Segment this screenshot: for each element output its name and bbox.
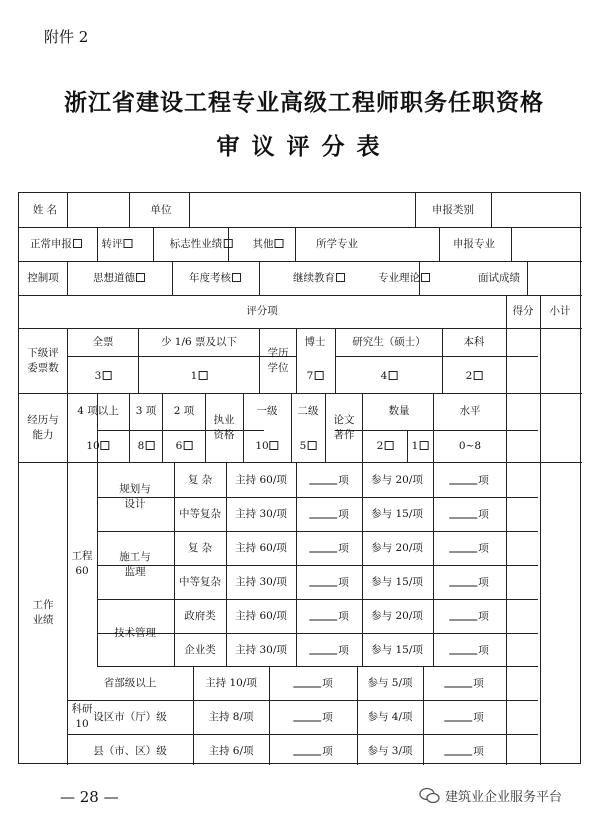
table-rule — [97, 531, 538, 532]
table-rule — [138, 328, 139, 393]
checkbox[interactable] — [419, 441, 428, 450]
cell-row2-major_studied: 所学专业 — [316, 238, 358, 250]
cell-row4-items: 评分项 — [246, 305, 278, 317]
cell-degree-phd: 博士 — [304, 336, 326, 348]
cell-degree-master_score: 4 — [381, 370, 398, 382]
cell-work-construction: 施工与 监理 — [119, 551, 151, 578]
cell-work-medium: 中等复杂 — [179, 576, 221, 588]
cell-work-item: 项 — [449, 576, 489, 589]
table-rule — [97, 565, 538, 566]
cell-work-item: 项 — [293, 711, 333, 724]
table-rule — [362, 462, 363, 666]
blank-line[interactable] — [444, 745, 472, 756]
table-rule — [19, 295, 582, 296]
cell-row3-ideology: 思想道德 — [93, 272, 145, 284]
blank-line[interactable] — [449, 474, 477, 485]
cell-work-ent: 企业类 — [184, 644, 216, 656]
cell-experience-four: 4 项以上 — [77, 405, 119, 417]
cell-work-county: 县（市、区）级 — [93, 745, 167, 757]
table-rule — [259, 328, 260, 393]
cell-work-host8: 主持 8/项 — [208, 711, 254, 723]
cell-experience-label: 经历与 能力 — [27, 414, 59, 441]
table-rule — [423, 666, 424, 765]
cell-work-item: 项 — [444, 711, 484, 724]
cell-work-host30: 主持 30/项 — [235, 508, 287, 520]
cell-work-item: 项 — [293, 745, 333, 758]
cell-row1-apply_type: 申报类别 — [432, 204, 474, 216]
blank-line[interactable] — [293, 745, 321, 756]
cell-work-host60: 主持 60/项 — [235, 610, 287, 622]
table-rule — [226, 462, 227, 666]
blank-line[interactable] — [444, 677, 472, 688]
cell-work-item: 项 — [309, 474, 349, 487]
cell-work-research: 科研 10 — [71, 703, 93, 730]
table-rule — [129, 393, 130, 462]
cell-degree-bachelor_score: 2 — [466, 370, 483, 382]
table-rule — [67, 261, 68, 295]
cell-work-part3: 参与 3/项 — [367, 745, 413, 757]
cell-row2-iconic: 标志性业绩 — [170, 238, 233, 250]
document-subtitle: 审议评分表 — [216, 133, 392, 160]
cell-work-planning: 规划与 设计 — [119, 483, 151, 510]
cell-work-prov: 省部级以上 — [103, 677, 157, 689]
table-rule — [97, 497, 538, 498]
checkbox[interactable] — [223, 239, 232, 248]
checkbox[interactable] — [73, 239, 82, 248]
cell-paper-s2: 2 — [377, 440, 394, 452]
table-rule — [129, 193, 130, 227]
cell-votes-all_score: 3 — [95, 370, 112, 382]
page-number: — 28 — — [60, 788, 119, 806]
table-rule — [407, 430, 408, 462]
table-rule — [162, 393, 163, 462]
table-rule — [335, 356, 538, 357]
cell-work-part4: 参与 4/项 — [367, 711, 413, 723]
cell-degree-phd_score: 7 — [307, 370, 324, 382]
cell-work-item: 项 — [449, 508, 489, 521]
table-rule — [296, 462, 297, 666]
blank-line[interactable] — [449, 542, 477, 553]
blank-line[interactable] — [309, 644, 337, 655]
cell-work-item: 项 — [293, 677, 333, 690]
table-rule — [97, 430, 264, 431]
cell-work-item: 项 — [309, 610, 349, 623]
cell-paper-s1: 1 — [412, 440, 429, 452]
blank-line[interactable] — [309, 474, 337, 485]
cell-work-item: 项 — [449, 610, 489, 623]
table-rule — [193, 666, 194, 765]
cell-work-gov: 政府类 — [184, 610, 216, 622]
cell-row1-name: 姓 名 — [32, 204, 58, 216]
table-rule — [433, 393, 434, 462]
checkbox[interactable] — [384, 441, 393, 450]
blank-line[interactable] — [444, 711, 472, 722]
table-rule — [19, 261, 582, 262]
table-rule — [19, 328, 582, 329]
table-rule — [491, 193, 492, 227]
blank-line[interactable] — [449, 576, 477, 587]
cell-paper-label: 论文 著作 — [333, 414, 355, 441]
cell-work-engineering: 工程 60 — [71, 550, 93, 577]
checkbox[interactable] — [101, 441, 110, 450]
table-rule — [19, 393, 582, 394]
cell-work-host60: 主持 60/项 — [235, 474, 287, 486]
cell-work-item: 项 — [309, 576, 349, 589]
blank-line[interactable] — [293, 677, 321, 688]
table-rule — [362, 393, 363, 462]
cell-work-item: 项 — [449, 644, 489, 657]
cell-work-city: 设区市（厅）级 — [93, 711, 167, 723]
cell-license-level1: 一级 — [256, 405, 278, 417]
cell-row3-theory: 专业理论 — [378, 272, 430, 284]
table-rule — [540, 295, 541, 765]
blank-line[interactable] — [309, 542, 337, 553]
checkbox[interactable] — [336, 273, 345, 282]
cell-paper-count: 数量 — [388, 405, 410, 417]
cell-row3-control: 控制项 — [27, 272, 59, 284]
table-rule — [335, 328, 336, 393]
blank-line[interactable] — [449, 508, 477, 519]
cell-work-part5: 参与 5/项 — [367, 677, 413, 689]
cell-work-host6: 主持 6/项 — [208, 745, 254, 757]
checkbox[interactable] — [275, 239, 284, 248]
checkbox[interactable] — [270, 441, 279, 450]
table-rule — [291, 393, 292, 462]
brand-name: 建筑业企业服务平台 — [445, 790, 563, 805]
cell-work-part15: 参与 15/项 — [371, 576, 423, 588]
table-rule — [439, 227, 440, 261]
table-rule — [172, 261, 173, 295]
cell-work-item: 项 — [309, 644, 349, 657]
checkbox[interactable] — [421, 273, 430, 282]
table-rule — [97, 633, 538, 634]
table-rule — [97, 666, 538, 667]
cell-license-level2: 二级 — [297, 405, 319, 417]
checkbox[interactable] — [232, 273, 241, 282]
checkbox[interactable] — [307, 441, 316, 450]
table-rule — [97, 227, 98, 261]
blank-line[interactable] — [309, 576, 337, 587]
cell-row2-normal: 正常申报 — [30, 238, 82, 250]
table-rule — [269, 666, 270, 765]
cell-work-item: 项 — [444, 745, 484, 758]
blank-line[interactable] — [309, 610, 337, 621]
cell-row4-score: 得分 — [512, 305, 534, 317]
table-rule — [19, 462, 582, 463]
cell-work-host30: 主持 30/项 — [235, 576, 287, 588]
table-rule — [325, 393, 326, 462]
cell-work-tech: 技术管理 — [114, 627, 156, 639]
table-rule — [527, 261, 528, 295]
blank-line[interactable] — [449, 610, 477, 621]
cell-row2-transfer: 转评 — [102, 238, 133, 250]
checkbox[interactable] — [124, 239, 133, 248]
cell-row3-continuing: 继续教育 — [293, 272, 345, 284]
checkbox[interactable] — [314, 371, 323, 380]
table-rule — [296, 328, 297, 393]
cell-work-item: 项 — [309, 542, 349, 555]
table-rule — [433, 462, 434, 666]
cell-work-label: 工作 业绩 — [32, 599, 54, 626]
cell-degree-bachelor: 本科 — [463, 336, 485, 348]
table-rule — [67, 734, 538, 735]
cell-experience-s6: 6 — [176, 440, 193, 452]
cell-work-complex: 复 杂 — [187, 474, 213, 486]
table-rule — [511, 227, 512, 261]
table-rule — [67, 356, 296, 357]
cell-license-label: 执业 资格 — [213, 414, 235, 441]
cell-votes-all: 全票 — [92, 336, 114, 348]
cell-experience-two: 2 项 — [173, 405, 195, 417]
cell-experience-s8: 8 — [138, 440, 155, 452]
checkbox[interactable] — [198, 371, 207, 380]
cell-work-medium: 中等复杂 — [179, 508, 221, 520]
cell-row2-apply_major: 申报专业 — [453, 238, 495, 250]
cell-experience-three: 3 项 — [135, 405, 157, 417]
table-rule — [97, 599, 538, 600]
cell-votes-less_score: 1 — [191, 370, 208, 382]
cell-work-item: 项 — [449, 542, 489, 555]
document-title: 浙江省建设工程专业高级工程师职务任职资格 — [64, 89, 544, 116]
cell-work-host60: 主持 60/项 — [235, 542, 287, 554]
table-rule — [357, 666, 358, 765]
blank-line[interactable] — [449, 644, 477, 655]
table-rule — [67, 462, 68, 765]
cell-degree-label: 学历 学位 — [267, 347, 289, 374]
cell-license-s5: 5 — [300, 440, 317, 452]
table-rule — [205, 393, 206, 462]
table-rule — [19, 227, 582, 228]
cell-row4-subtotal: 小计 — [549, 305, 571, 317]
cell-experience-s10: 10 — [86, 440, 109, 452]
cell-paper-level: 水平 — [459, 405, 481, 417]
cell-work-part15: 参与 15/项 — [371, 644, 423, 656]
cell-license-s10: 10 — [255, 440, 278, 452]
checkbox[interactable] — [183, 441, 192, 450]
table-rule — [174, 462, 175, 666]
checkbox[interactable] — [388, 371, 397, 380]
table-rule — [243, 393, 244, 462]
cell-votes-less: 少 1/6 票及以下 — [160, 336, 238, 348]
cell-work-item: 项 — [449, 474, 489, 487]
table-rule — [67, 700, 538, 701]
checkbox[interactable] — [473, 371, 482, 380]
table-rule — [97, 462, 98, 666]
checkbox[interactable] — [136, 273, 145, 282]
cell-paper-range: 0~8 — [458, 440, 482, 452]
table-rule — [189, 193, 190, 227]
cell-work-part20: 参与 20/项 — [371, 474, 423, 486]
table-rule — [259, 261, 260, 295]
cell-row3-interview: 面试成绩 — [478, 272, 520, 284]
checkbox[interactable] — [102, 371, 111, 380]
cell-work-complex: 复 杂 — [187, 542, 213, 554]
table-rule — [67, 328, 68, 462]
checkbox[interactable] — [145, 441, 154, 450]
cell-row3-annual: 年度考核 — [189, 272, 241, 284]
cell-votes-label: 下级评 委票数 — [27, 347, 59, 374]
table-rule — [295, 227, 296, 261]
table-rule — [415, 193, 416, 227]
blank-line[interactable] — [309, 508, 337, 519]
brand-watermark — [419, 786, 562, 805]
attachment-label: 附件 2 — [44, 28, 89, 46]
cell-work-item: 项 — [444, 677, 484, 690]
cell-work-part20: 参与 20/项 — [371, 542, 423, 554]
cell-work-item: 项 — [309, 508, 349, 521]
score-form-table — [18, 192, 581, 764]
cell-row2-other: 其他 — [253, 238, 284, 250]
wechat-icon — [419, 787, 441, 805]
cell-degree-master: 研究生（硕士） — [352, 336, 426, 348]
table-rule — [153, 227, 154, 261]
cell-work-part15: 参与 15/项 — [371, 508, 423, 520]
table-rule — [506, 295, 507, 765]
table-rule — [442, 328, 443, 393]
cell-work-host10: 主持 10/项 — [205, 677, 257, 689]
cell-work-part20: 参与 20/项 — [371, 610, 423, 622]
table-rule — [335, 430, 538, 431]
cell-row1-unit: 单位 — [150, 204, 172, 216]
cell-work-host30: 主持 30/项 — [235, 644, 287, 656]
blank-line[interactable] — [293, 711, 321, 722]
table-rule — [67, 193, 68, 227]
